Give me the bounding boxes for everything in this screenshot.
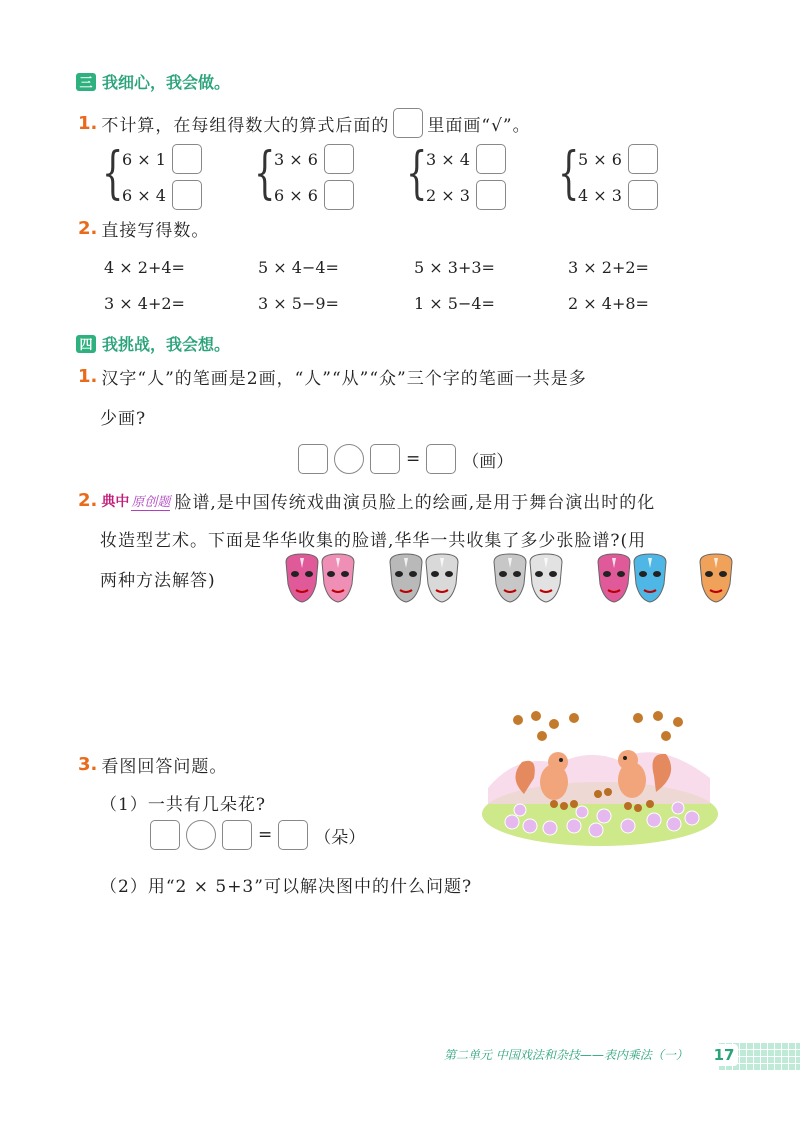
tag-part-a: 典中: [101, 493, 130, 510]
mask-icon: [700, 554, 732, 602]
expr: 6 × 4: [122, 185, 166, 205]
calc-item: 3 × 4+2=: [104, 294, 185, 313]
compare-group-2: [254, 142, 404, 212]
expr: 5 × 6: [578, 149, 622, 169]
answer-box[interactable]: [222, 820, 252, 850]
brace-icon: {: [558, 141, 580, 206]
question-1-text-b: 里面画“√”。: [427, 115, 531, 136]
mask-icon: [286, 554, 318, 602]
expr: 3 × 4: [426, 149, 470, 169]
challenge-1: [78, 364, 587, 389]
answer-box[interactable]: [370, 444, 400, 474]
calc-item: 3 × 2+2=: [568, 258, 649, 277]
challenge-1-number: 1.: [78, 366, 98, 387]
sample-answer-box: [393, 108, 423, 138]
opera-masks-illustration: [280, 552, 740, 604]
tag-part-b: 原创题: [131, 491, 170, 511]
challenge-3-sub1: （1）一共有几朵花?: [100, 795, 266, 815]
answer-box[interactable]: [476, 144, 506, 174]
mask-icon: [390, 554, 422, 602]
answer-box[interactable]: [426, 444, 456, 474]
answer-box[interactable]: [476, 180, 506, 210]
operator-circle[interactable]: [186, 820, 216, 850]
question-1-number: 1.: [78, 112, 98, 134]
unit-label: （朵）: [314, 827, 366, 848]
compare-group-4: [558, 142, 708, 212]
question-1-text-a: 不计算，在每组得数大的算式后面的: [101, 115, 390, 136]
answer-box[interactable]: [628, 180, 658, 210]
mask-icon: [634, 554, 666, 602]
expr: 3 × 6: [274, 149, 318, 169]
question-1: [78, 108, 531, 138]
calc-item: 5 × 3+3=: [414, 258, 495, 277]
expr: 6 × 1: [122, 149, 166, 169]
mask-icon: [494, 554, 526, 602]
footer-chapter-title: 第二单元 中国戏法和杂技——表内乘法（一）: [444, 1048, 688, 1062]
expr: 4 × 3: [578, 185, 622, 205]
challenge-2-number: 2.: [78, 490, 98, 511]
calc-item: 3 × 5−9=: [258, 294, 339, 313]
squirrels-flowers-illustration: [478, 708, 720, 848]
expr: 6 × 6: [274, 185, 318, 205]
mask-icon: [322, 554, 354, 602]
calc-item: 5 × 4−4=: [258, 258, 339, 277]
challenge-2-line2: 妆造型艺术。下面是华华收集的脸谱,华华一共收集了多少张脸谱?(用: [100, 531, 647, 551]
answer-box[interactable]: [298, 444, 328, 474]
original-question-tag: [101, 491, 170, 511]
brace-icon: {: [102, 141, 124, 206]
section-4-title: 我挑战，我会想。: [102, 335, 231, 354]
question-2: [78, 216, 209, 241]
answer-box[interactable]: [324, 144, 354, 174]
unit-label: （画）: [462, 451, 514, 472]
calc-item: 2 × 4+8=: [568, 294, 649, 313]
question-2-number: 2.: [78, 218, 98, 239]
section-4-badge: 四: [76, 335, 96, 353]
page-number: 17: [710, 1044, 738, 1066]
equals-sign: =: [258, 825, 273, 845]
answer-box[interactable]: [172, 180, 202, 210]
section-3-badge: 三: [76, 73, 96, 91]
challenge-3-text: 看图回答问题。: [101, 757, 228, 777]
answer-box[interactable]: [150, 820, 180, 850]
acorn-icon: [513, 711, 683, 741]
calc-item: 4 × 2+4=: [104, 258, 185, 277]
compare-group-3: [406, 142, 556, 212]
challenge-1-line2: 少画?: [100, 409, 147, 429]
mask-icon: [530, 554, 562, 602]
challenge-3-sub2: （2）用“2 × 5+3”可以解决图中的什么问题?: [100, 877, 473, 897]
challenge-1-equation: [298, 444, 513, 474]
operator-circle[interactable]: [334, 444, 364, 474]
answer-box[interactable]: [628, 144, 658, 174]
mask-icon: [426, 554, 458, 602]
challenge-1-line1: 汉字“人”的笔画是2画，“人”“从”“众”三个字的笔画一共是多: [101, 369, 587, 389]
brace-icon: {: [254, 141, 276, 206]
challenge-3-number: 3.: [78, 754, 98, 775]
answer-box[interactable]: [278, 820, 308, 850]
challenge-2-line3: 两种方法解答): [100, 571, 216, 591]
section-4-header: [76, 332, 230, 355]
answer-box[interactable]: [324, 180, 354, 210]
calc-item: 1 × 5−4=: [414, 294, 495, 313]
compare-group-1: [102, 142, 252, 212]
challenge-2-line1: 脸谱,是中国传统戏曲演员脸上的绘画,是用于舞台演出时的化: [174, 493, 656, 513]
question-2-text: 直接写得数。: [101, 221, 210, 241]
brace-icon: {: [406, 141, 428, 206]
equals-sign: =: [406, 449, 421, 469]
expr: 2 × 3: [426, 185, 470, 205]
challenge-2: [78, 488, 655, 513]
section-3-title: 我细心，我会做。: [102, 73, 231, 92]
answer-box[interactable]: [172, 144, 202, 174]
challenge-3-equation: [150, 820, 365, 850]
mask-icon: [598, 554, 630, 602]
challenge-3: [78, 752, 227, 777]
page-footer: [0, 1042, 800, 1072]
section-3-header: [76, 70, 230, 93]
